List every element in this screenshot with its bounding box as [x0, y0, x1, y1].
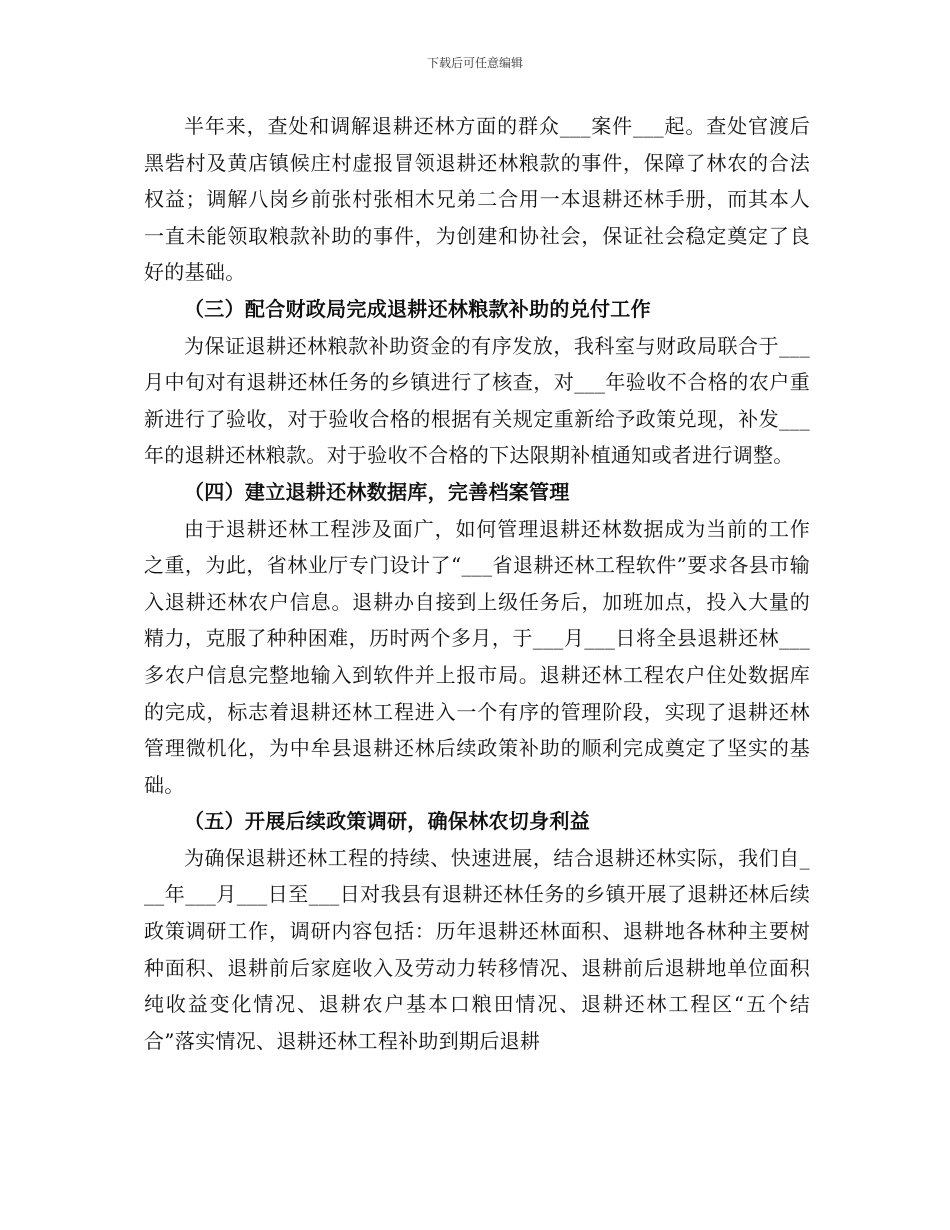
section-heading-4: （四）建立退耕还林数据库，完善档案管理 — [184, 479, 570, 504]
page-header: 下载后可任意编辑 — [426, 56, 523, 70]
paragraph-database: 由于退耕还林工程涉及面广，如何管理退耕还林数据成为当前的工作之重，为此，省林业厅专门设计了“___省退耕还林工程软件”要求各县市输入退耕还林农户信息。退耕办自接到上级任务后，加班加点，投入大量的精力，克服了种种困难，历时两个多月，于___月___日将全县退耕还林___多农户信息完整地输入到软件并上报市局。退耕还林工程农户住处数据库的完成，标志着退耕还林工程进入一个有序的管理阶段，实现了退耕还林管理微机化，为中牟县退耕还林后续政策补助的顺利完成奠定了坚实的基础。 — [144, 516, 810, 797]
document-body — [144, 108, 810, 1059]
paragraph-mediation-cases: 半年来，查处和调解退耕还林方面的群众___案件___起。查处官渡后黑砦村及黄店镇候庄村虚报冒领退耕还林粮款的事件，保障了林农的合法权益；调解八岗乡前张村张相木兄弟二合用一本退耕还林手册，而其本人一直未能领取粮款补助的事件，为创建和协社会，保证社会稳定奠定了良好的基础。 — [144, 114, 810, 285]
section-heading-5: （五）开展后续政策调研，确保林农切身利益 — [184, 809, 590, 834]
section-heading-3: （三）配合财政局完成退耕还林粮款补助的兑付工作 — [184, 296, 651, 321]
paragraph-subsidy-payment: 为保证退耕还林粮款补助资金的有序发放，我科室与财政局联合于___月中旬对有退耕还林任务的乡镇进行了核查，对___年验收不合格的农户重新进行了验收，对于验收合格的根据有关规定重新给予政策兑现，补发___年的退耕还林粮款。对于验收不合格的下达限期补植通知或者进行调整。 — [144, 333, 810, 468]
paragraph-policy-research: 为确保退耕还林工程的持续、快速进展，结合退耕还林实际，我们自___年___月___日至___日对我县有退耕还林任务的乡镇开展了退耕还林后续政策调研工作，调研内容包括：历年退耕还林面积、退耕地各林种主要树种面积、退耕前后家庭收入及劳动力转移情况、退耕前后退耕地单位面积纯收益变化情况、退耕农户基本口粮田情况、退耕还林工程区“五个结合”落实情况、退耕还林工程补助到期后退耕 — [144, 845, 810, 1053]
